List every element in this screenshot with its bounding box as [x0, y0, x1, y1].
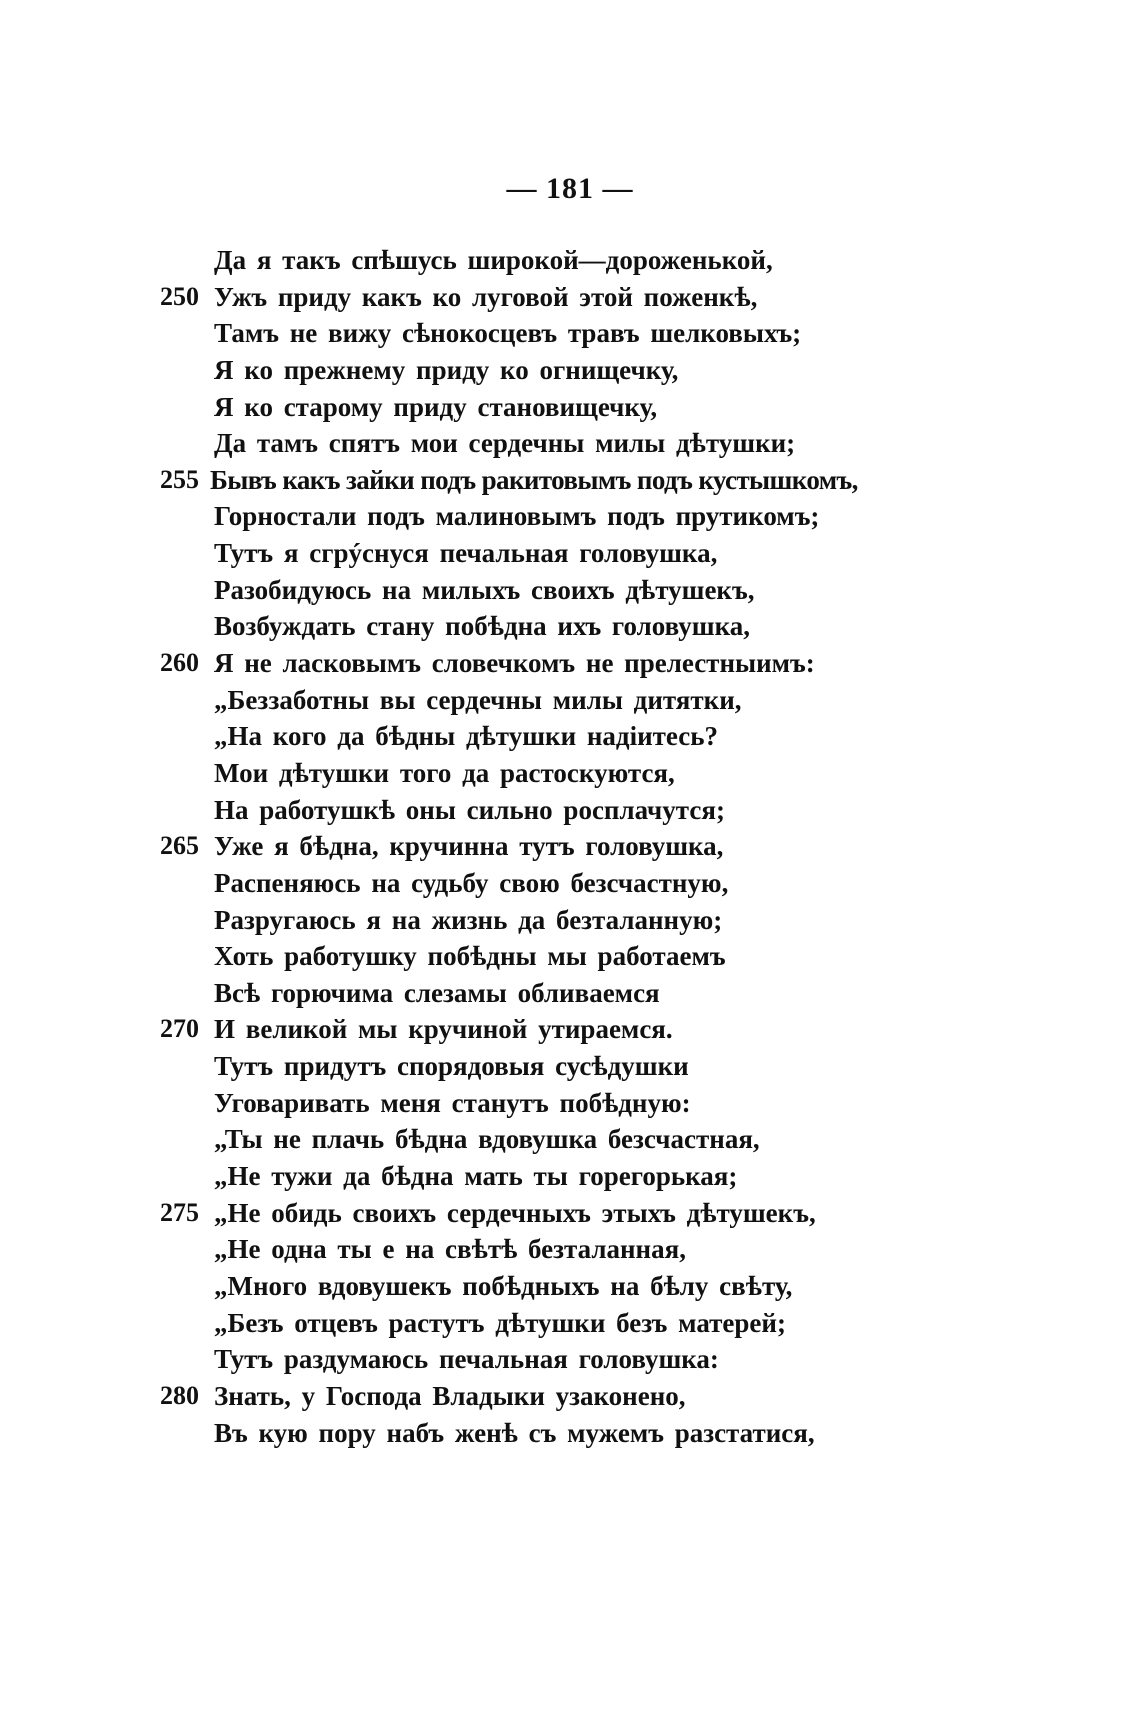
verse-line	[160, 315, 1060, 352]
verse-line	[160, 425, 1060, 462]
verse-text: Разругаюсь я на жизнь да безталанную;	[214, 904, 723, 935]
verse-text: Тутъ раздумаюсь печальная головушка:	[214, 1344, 719, 1375]
verse-text: Да тамъ спятъ мои сердечны милы дѣтушки;	[214, 428, 796, 459]
verse-line	[160, 279, 1060, 316]
verse-line	[160, 389, 1060, 426]
verse-text: На работушкѣ оны сильно росплачутся;	[214, 794, 725, 825]
line-number: 270	[160, 1014, 199, 1044]
verse-line	[160, 755, 1060, 792]
verse-line	[160, 975, 1060, 1012]
verse-text: Хоть работушку побѣдны мы работаемъ	[214, 941, 726, 972]
line-number: 255	[160, 464, 199, 494]
verse-line	[160, 902, 1060, 939]
verse-line	[160, 352, 1060, 389]
verse-line	[160, 718, 1060, 755]
verse-line	[160, 535, 1060, 572]
verse-line	[160, 1195, 1060, 1232]
line-number: 260	[160, 648, 199, 678]
verse-line	[160, 462, 1060, 499]
verse-text: Распеняюсь на судьбу свою безсчастную,	[214, 867, 729, 898]
verse-text: Горностали подъ малиновымъ подъ прутикомъ;	[214, 501, 820, 532]
page-number: — 181 —	[506, 172, 634, 205]
line-number: 275	[160, 1197, 199, 1227]
verse-text: Знать, у Господа Владыки узаконено,	[214, 1380, 686, 1411]
verse-text: Бывъ какъ зайки подъ ракитовымъ подъ кустышкомъ,	[210, 464, 858, 495]
verse-line	[160, 608, 1060, 645]
verse-text: Я ко прежнему приду ко огнищечку,	[214, 354, 679, 385]
verse-line	[160, 645, 1060, 682]
verse-text: „Беззаботны вы сердечны милы дитятки,	[214, 684, 742, 715]
verse-line	[160, 828, 1060, 865]
verse-line	[160, 1341, 1060, 1378]
verse-text: Ужъ приду какъ ко луговой этой поженкѣ,	[214, 281, 758, 312]
verse-text: Я ко старому приду становищечку,	[214, 391, 658, 422]
verse-line	[160, 1011, 1060, 1048]
verse-line	[160, 1048, 1060, 1085]
verse-line	[160, 1121, 1060, 1158]
verse-block	[160, 242, 1060, 1451]
verse-text: Уговаривать меня станутъ побѣдную:	[214, 1087, 691, 1118]
verse-line	[160, 572, 1060, 609]
verse-text: Да я такъ спѣшусь широкой—дороженькой,	[214, 245, 773, 275]
verse-text: „Не одна ты е на свѣтѣ безталанная,	[214, 1234, 686, 1265]
verse-text: Уже я бѣдна, кручинна тутъ головушка,	[214, 831, 724, 862]
verse-text: Тутъ я сгрýснуся печальная головушка,	[214, 538, 718, 569]
verse-text: „Безъ отцевъ растутъ дѣтушки безъ матерей;	[214, 1307, 786, 1338]
verse-text: Въ кую пору набъ женѣ съ мужемъ разстатися,	[214, 1417, 815, 1448]
verse-text: Возбуждать стану побѣдна ихъ головушка,	[214, 611, 750, 642]
verse-text: Мои дѣтушки того да растоскуются,	[214, 757, 675, 788]
verse-text: „На кого да бѣдны дѣтушки надiитесь?	[214, 721, 718, 752]
verse-text: Разобидуюсь на милыхъ своихъ дѣтушекъ,	[214, 574, 755, 605]
verse-text: „Не тужи да бѣдна мать ты горегорькая;	[214, 1161, 738, 1192]
line-number: 280	[160, 1380, 199, 1410]
verse-line	[160, 498, 1060, 535]
verse-text: Я не ласковымъ словечкомъ не прелестныимъ:	[214, 648, 815, 679]
verse-text: Тутъ придутъ спорядовыя сусѣдушки	[214, 1051, 689, 1082]
verse-line	[160, 938, 1060, 975]
line-number: 265	[160, 831, 199, 861]
verse-line	[160, 1378, 1060, 1415]
verse-text: Тамъ не вижу сѣнокосцевъ травъ шелковыхъ;	[214, 318, 802, 349]
verse-line	[160, 1231, 1060, 1268]
line-number: 250	[160, 281, 199, 311]
verse-line	[160, 1085, 1060, 1122]
verse-line	[160, 865, 1060, 902]
verse-text: „Много вдовушекъ побѣдныхъ на бѣлу свѣту,	[214, 1270, 793, 1301]
verse-line	[160, 1415, 1060, 1452]
verse-text: Всѣ горючима слезамы обливаемся	[214, 977, 660, 1008]
verse-text: „Ты не плачь бѣдна вдовушка безсчастная,	[214, 1124, 760, 1155]
verse-line	[160, 1158, 1060, 1195]
verse-text: И великой мы кручиной утираемся.	[214, 1014, 673, 1045]
verse-line	[160, 682, 1060, 719]
verse-line	[160, 1268, 1060, 1305]
verse-text: „Не обидь своихъ сердечныхъ этыхъ дѣтушекъ,	[214, 1197, 816, 1228]
verse-line	[160, 792, 1060, 829]
verse-line	[160, 242, 1060, 279]
verse-line	[160, 1305, 1060, 1342]
